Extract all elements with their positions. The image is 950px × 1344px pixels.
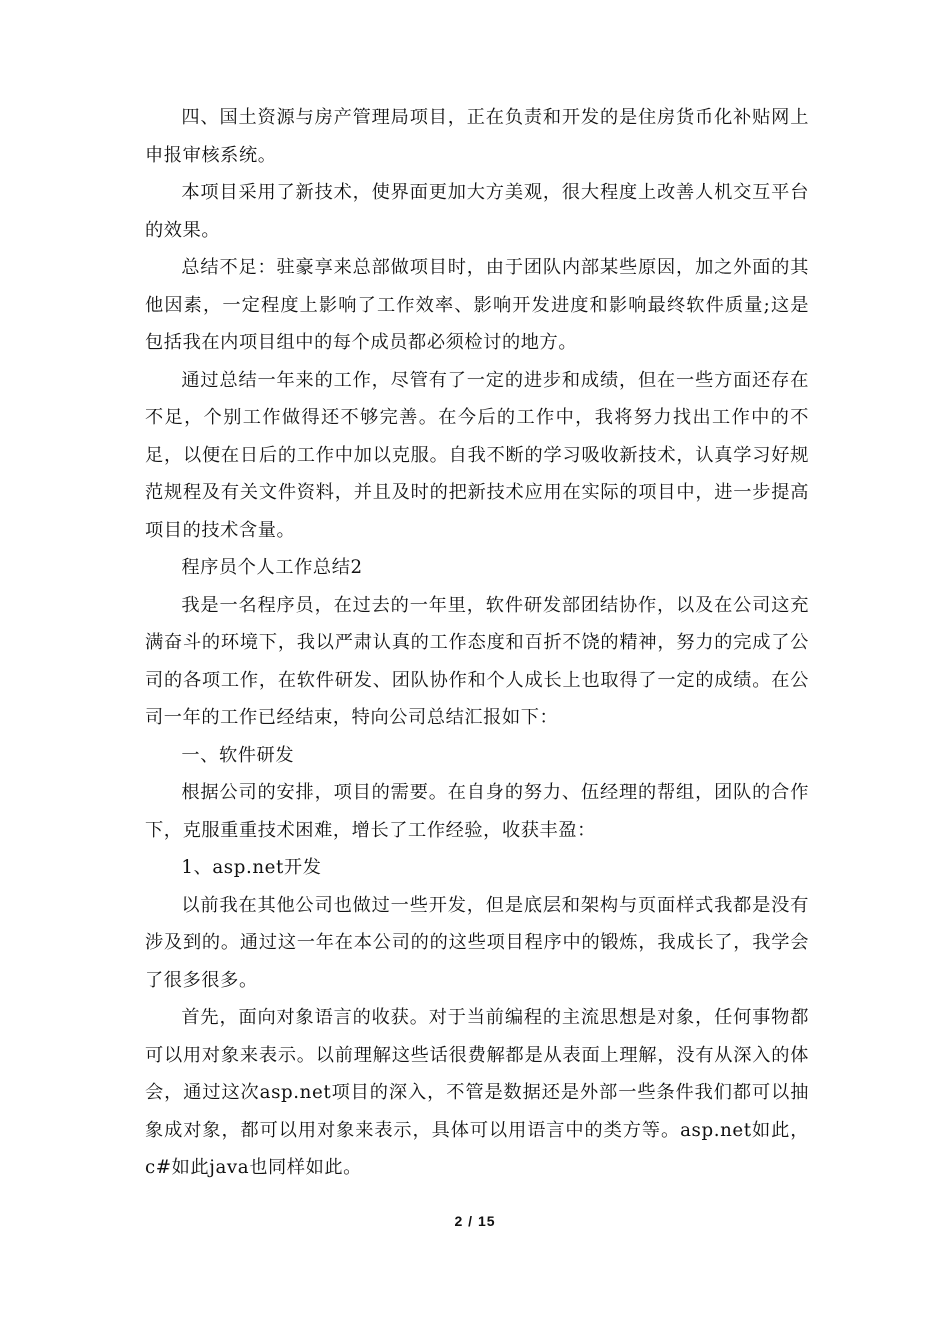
paragraph-new-technology: 本项目采用了新技术，使界面更加大方美观，很大程度上改善人机交互平台的效果。 xyxy=(145,182,809,241)
paragraph-object-oriented: 首先，面向对象语言的收获。对于当前编程的主流思想是对象，任何事物都可以用对象来表示。以前理解这些话很费解都是从表面上理解，没有从深入的体会，通过这次asp.net项目的深入，不管是数据还是外部一些条件我们都可以抽象成对象，都可以用对象来表示，具体可以用语言中的类方等。asp.net如此，c#如此java也同样如此。 xyxy=(145,1007,809,1178)
document-body xyxy=(145,99,809,1187)
paragraph-introduction: 我是一名程序员，在过去的一年里，软件研发部团结协作，以及在公司这充满奋斗的环境下，我以严肃认真的工作态度和百折不饶的精神，努力的完成了公司的各项工作，在软件研发、团队协作和个人成长上也取得了一定的成绩。在公司一年的工作已经结束，特向公司总结汇报如下： xyxy=(145,594,809,728)
page-number: 2 / 15 xyxy=(454,1213,496,1229)
paragraph-land-resources-project: 四、国土资源与房产管理局项目，正在负责和开发的是住房货币化补贴网上申报审核系统。 xyxy=(145,107,809,166)
paragraph-year-summary: 通过总结一年来的工作，尽管有了一定的进步和成绩，但在一些方面还存在不足，个别工作做得还不够完善。在今后的工作中，我将努力找出工作中的不足，以便在日后的工作中加以克服。自我不断的学习吸收新技术，认真学习好规范规程及有关文件资料，并且及时的把新技术应用在实际的项目中，进一步提高项目的技术含量。 xyxy=(145,369,809,541)
subheading-aspnet-development: 1、asp.net开发 xyxy=(181,857,322,878)
section-heading-software-development: 一、软件研发 xyxy=(181,744,295,766)
paragraph-shortcomings: 总结不足：驻豪享来总部做项目时，由于团队内部某些原因，加之外面的其他因素，一定程度上影响了工作效率、影响开发进度和影响最终软件质量;这是包括我在内项目组中的每个成员都必须检讨的地方。 xyxy=(145,257,809,353)
section-heading-summary-2: 程序员个人工作总结2 xyxy=(181,557,363,578)
paragraph-previous-experience: 以前我在其他公司也做过一些开发，但是底层和架构与页面样式我都是没有涉及到的。通过这一年在本公司的的这些项目程序中的锻炼，我成长了，我学会了很多很多。 xyxy=(145,894,809,991)
paragraph-company-arrangement: 根据公司的安排，项目的需要。在自身的努力、伍经理的帮组，团队的合作下，克服重重技术困难，增长了工作经验，收获丰盈： xyxy=(145,782,809,841)
